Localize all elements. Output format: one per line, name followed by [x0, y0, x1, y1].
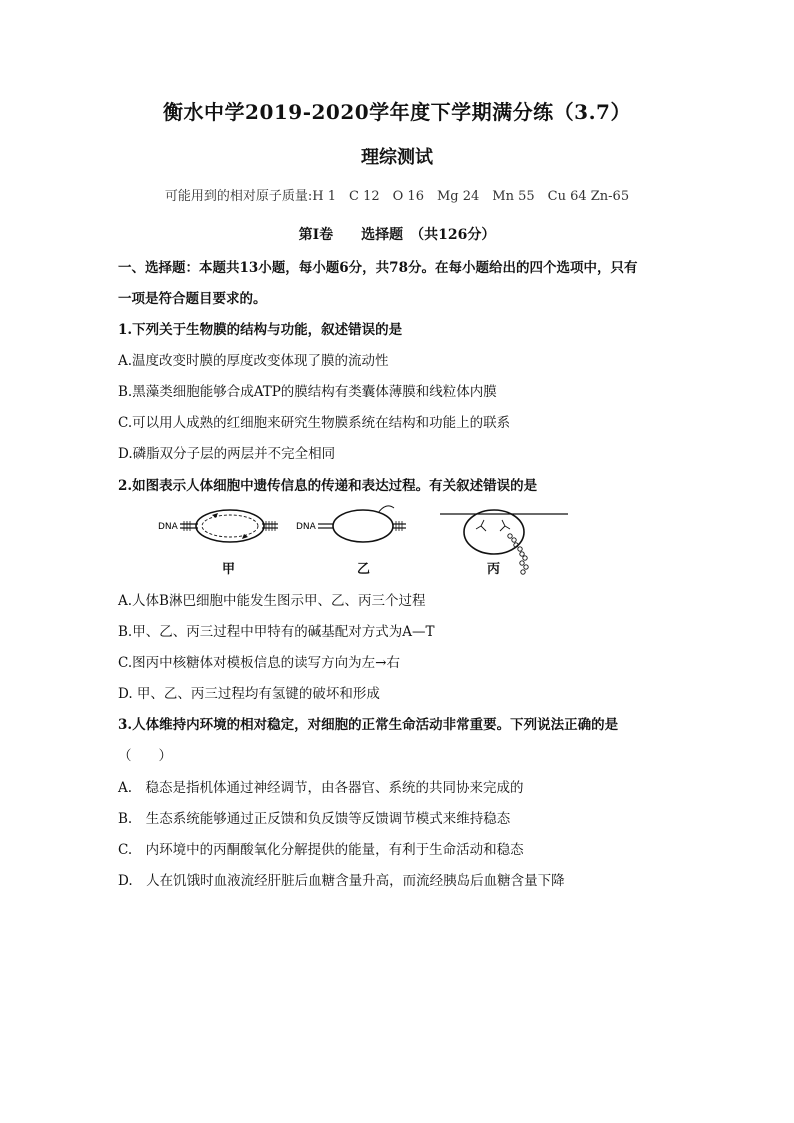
q3-stem: 3.人体维持内环境的相对稳定，对细胞的正常生命活动非常重要。下列说法正确的是	[118, 717, 619, 733]
q3-option-c: C. 内环境中的丙酮酸氧化分解提供的能量，有利于生命活动和稳态	[118, 842, 524, 858]
q1-stem: 1.下列关于生物膜的结构与功能，叙述错误的是	[118, 322, 403, 338]
q1-option-a: A.温度改变时膜的厚度改变体现了膜的流动性	[118, 353, 389, 369]
instructions-line-2: 一项是符合题目要求的。	[118, 291, 267, 307]
q2-option-c: C.图丙中核糖体对模板信息的读写方向为左→右	[118, 655, 400, 671]
q2-stem: 2.如图表示人体细胞中遗传信息的传递和表达过程。有关叙述错误的是	[118, 478, 538, 494]
q3-option-d: D. 人在饥饿时血液流经肝脏后血糖含量升高，而流经胰岛后血糖含量下降	[118, 873, 565, 889]
q1-option-d: D.磷脂双分子层的两层并不完全相同	[118, 446, 336, 462]
figure-label-bing: 丙	[487, 562, 501, 577]
figure-label-yi: 乙	[357, 562, 371, 577]
exam-title: 衡水中学2019-2020学年度下学期满分练（3.7）	[163, 100, 631, 124]
q1-option-c: C.可以用人成熟的红细胞来研究生物膜系统在结构和功能上的联系	[118, 415, 511, 431]
q3-option-b: B. 生态系统能够通过正反馈和负反馈等反馈调节模式来维持稳态	[118, 811, 511, 827]
replication-diagram	[158, 510, 278, 542]
translation-diagram	[440, 510, 568, 574]
q2-option-a: A.人体B淋巴细胞中能发生图示甲、乙、丙三个过程	[118, 593, 426, 609]
dna-label-2: DNA	[296, 522, 316, 532]
q3-option-a: A. 稳态是指机体通过神经调节，由各器官、系统的共同协来完成的	[118, 780, 524, 796]
q1-option-b: B.黑藻类细胞能够合成ATP的膜结构有类囊体薄膜和线粒体内膜	[118, 384, 497, 400]
exam-subtitle: 理综测试	[361, 147, 433, 168]
instructions-line-1: 一、选择题：本题共13小题，每小题6分，共78分。在每小题给出的四个选项中，只有	[118, 260, 638, 276]
q2-option-b: B.甲、乙、丙三过程中甲特有的碱基配对方式为A—T	[118, 624, 435, 640]
atomic-masses-note: 可能用到的相对原子质量:H 1 C 12 O 16 Mg 24 Mn 55 Cu 64 Zn-65	[164, 189, 630, 204]
figure-label-jia: 甲	[222, 562, 236, 577]
dna-label-1: DNA	[158, 522, 178, 532]
q3-answer-paren: （ ）	[118, 748, 172, 764]
transcription-diagram	[296, 506, 406, 542]
q2-option-d: D. 甲、乙、丙三过程均有氢键的破坏和形成	[118, 686, 380, 702]
section-heading: 第Ⅰ卷 选择题 （共126分）	[298, 227, 496, 243]
